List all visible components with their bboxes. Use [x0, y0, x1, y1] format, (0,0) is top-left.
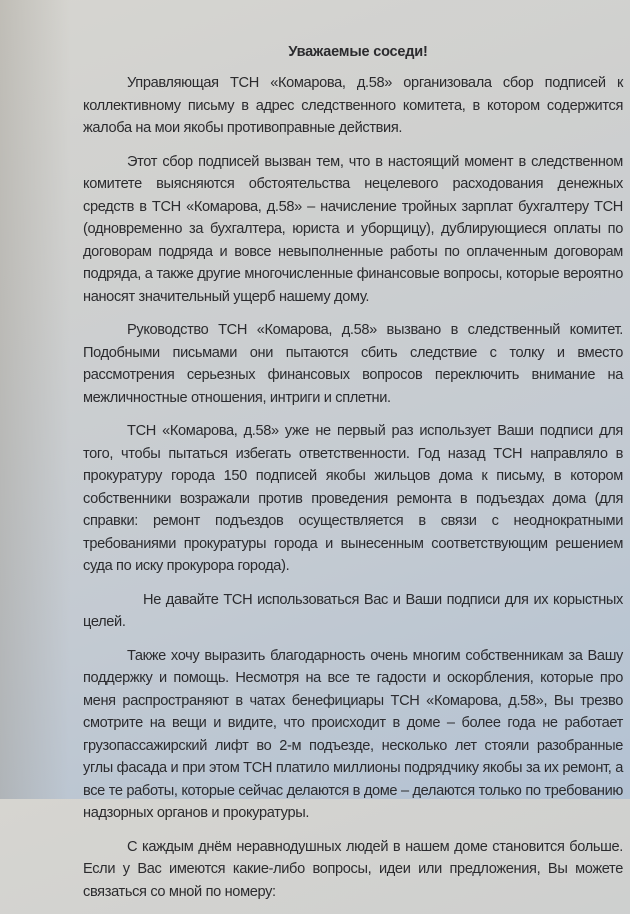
paragraph-gratitude: Также хочу выразить благодарность очень многим собственникам за Вашу поддержку и помощь. Несмотря на все те гадости и оскорбления, которые про меня распространяют в чатах бенефициары ТСН «Комарова, д.58», Вы трезво смотрите на вещи и видите, что происходит в доме – более года не работает грузопассажирский лифт во 2-м подъезде, несколько лет стояли разобранные углы фасада и при этом ТСН платило миллионы подрядчику якобы за их ремонт, а все те работы, которые сейчас делаются в доме – делаются только по требованию надзорных органов и прокуратуры.	[83, 647, 623, 821]
letter-page	[83, 44, 623, 914]
paragraph-previous-signatures: ТСН «Комарова, д.58» уже не первый раз использует Ваши подписи для того, чтобы пытаться избегать ответственности. Год назад ТСН направляло в прокуратуру города 150 подписей якобы жильцов дома к письму, в котором собственники возражали против проведения ремонта в подъездах дома (для справки: ремонт подъездов осуществляется в связи с неоднократными требованиями прокуратуры города и вынесенным соответствующим решением суда по иску прокурора города).	[83, 423, 623, 574]
paragraph-management-summoned: Руководство ТСН «Комарова, д.58» вызвано в следственный комитет. Подобными письмами они пытаются сбить следствие с толку и вместо рассмотрения серьезных финансовых вопросов переключить внимание на межличностные отношения, интриги и сплетни.	[83, 322, 623, 406]
paragraph-contact: С каждым днём неравнодушных людей в нашем доме становится больше. Если у Вас имеются какие-либо вопросы, идеи или предложения, Вы можете связаться со мной по номеру:	[83, 838, 623, 900]
paragraph-investigation-reason: Этот сбор подписей вызван тем, что в настоящий момент в следственном комитете выясняются обстоятельства нецелевого расходования денежных средств в ТСН «Комарова, д.58» – начисление тройных зарплат бухгалтеру ТСН (одновременно за бухгалтера, юриста и уборщицу), дублирующиеся оплаты по договорам подряда и вовсе невыполненные работы по оплаченным договорам подряда, а также другие многочисленные финансовые вопросы, которые вероятно наносят значительный ущерб нашему дому.	[83, 153, 623, 305]
page-edge-shadow	[0, 0, 70, 799]
paragraph-warning: Не давайте ТСН использоваться Вас и Ваши подписи для их корыстных целей.	[83, 591, 623, 630]
paragraph-signature-collection: Управляющая ТСН «Комарова, д.58» организовала сбор подписей к коллективному письму в адрес следственного комитета, в котором содержится жалоба на мои якобы противоправные действия.	[83, 75, 623, 136]
letter-title: Уважаемые соседи!	[288, 44, 428, 60]
